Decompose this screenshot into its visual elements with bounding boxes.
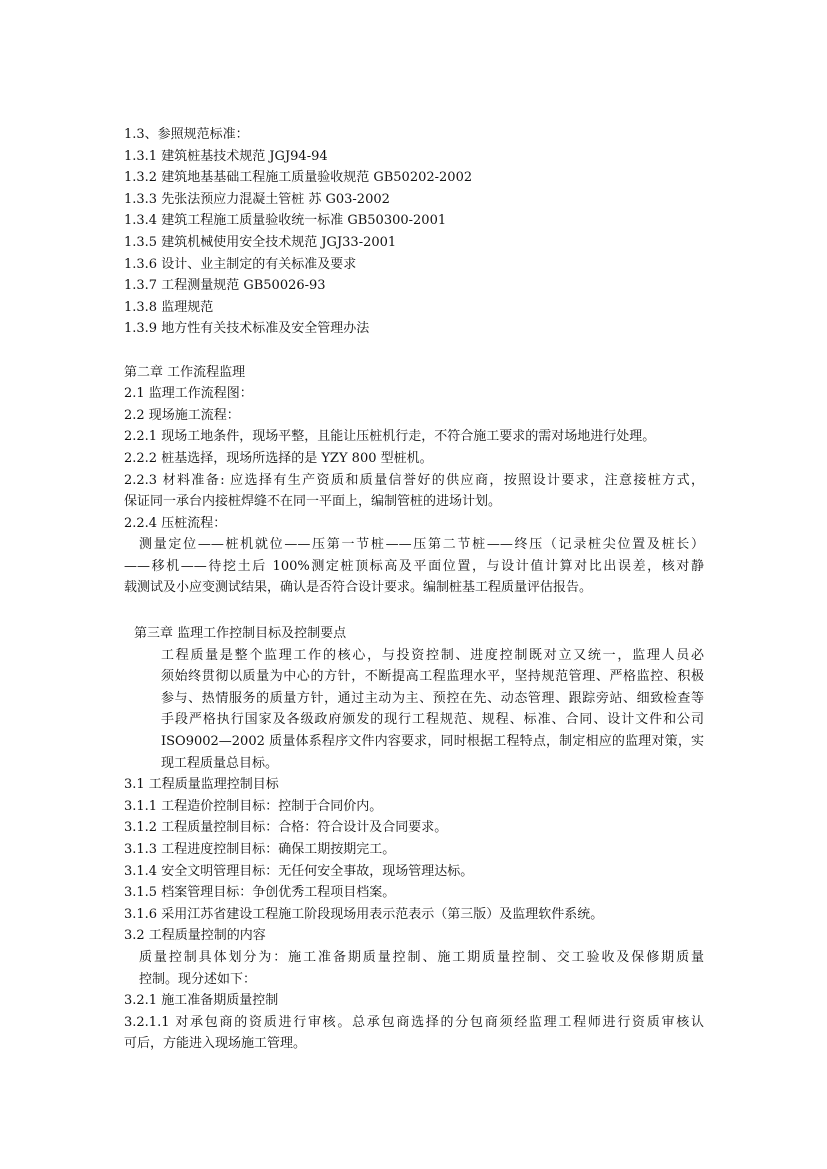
section-3-2-1: 3.2.1 施工准备期质量控制: [124, 993, 279, 1009]
section-3-1: 3.1 工程质量监理控制目标: [124, 777, 279, 793]
section-3-2-1-1-line: 可后，方能进入现场施工管理。: [124, 1036, 307, 1052]
standard-item: 1.3.9 地方性有关技术标准及安全管理办法: [124, 321, 370, 337]
quality-division-line: 控制。现分述如下：: [139, 971, 257, 987]
standard-item: 1.3.3 先张法预应力混凝土管桩 苏 G03-2002: [124, 191, 390, 207]
section-2-2-2: 2.2.2 桩基选择，现场所选择的是 YZY 800 型桩机。: [124, 450, 433, 466]
standard-item: 1.3.1 建筑桩基技术规范 JGJ94-94: [124, 148, 328, 164]
spacer: [124, 340, 704, 362]
target-item: 3.1.4 安全文明管理目标：无任何安全事故，现场管理达标。: [124, 863, 474, 879]
intro-line: 参与、热情服务的质量方针，通过主动为主、预控在先、动态管理、跟踪旁站、细致检查等: [161, 690, 704, 706]
standard-item: 1.3.5 建筑机械使用安全技术规范 JGJ33-2001: [124, 234, 397, 250]
target-item: 3.1.2 工程质量控制目标：合格：符合设计及合同要求。: [124, 820, 448, 836]
section-2-2-3-line: 2.2.3 材料准备: 应选择有生产资质和质量信誉好的供应商，按照设计要求，注意接桩方式，: [124, 472, 704, 488]
section-2-1: 2.1 监理工作流程图：: [124, 386, 253, 402]
section-3-2-1-1-line: 3.2.1.1 对承包商的资质进行审核。总承包商选择的分包商须经监理工程师进行资质审核认: [124, 1014, 704, 1030]
section-2-2: 2.2 现场施工流程：: [124, 407, 240, 423]
section-2-2-3-line: 保证同一承台内接桩焊缝不在同一平面上，编制管桩的进场计划。: [124, 494, 502, 510]
standard-item: 1.3.8 监理规范: [124, 299, 214, 315]
standard-item: 1.3.4 建筑工程施工质量验收统一标准 GB50300-2001: [124, 213, 447, 229]
target-item: 3.1.3 工程进度控制目标：确保工期按期完工。: [124, 842, 396, 857]
pile-flow-line: ——移机——待挖土后 100%测定桩顶标高及平面位置，与设计值计算对比出误差，核对静: [124, 558, 704, 574]
intro-line: 工程质量是整个监理工作的核心，与投资控制、进度控制既对立又统一，监理人员必: [161, 647, 704, 663]
intro-line: 现工程质量总目标。: [161, 755, 279, 771]
pile-flow-line: 测量定位——桩机就位——压第一节桩——压第二节桩——终压（记录桩尖位置及桩长）: [139, 537, 704, 553]
standard-item: 1.3.2 建筑地基基础工程施工质量验收规范 GB50202-2002: [124, 170, 473, 186]
chapter-2-title: 第二章 工作流程监理: [124, 364, 246, 380]
section-3-2: 3.2 工程质量控制的内容: [124, 928, 266, 944]
document-body: [124, 124, 704, 1055]
spacer: [124, 599, 704, 623]
target-item: 3.1.1 工程造价控制目标：控制于合同价内。: [124, 798, 383, 814]
intro-line: 须始终贯彻以质量为中心的方针，不断提高工程监理水平，坚持规范管理、严格监控、积极: [161, 669, 704, 685]
section-2-2-1: 2.2.1 现场工地条件，现场平整，且能让压桩机行走，不符合施工要求的需对场地进行处理。: [124, 429, 656, 445]
target-item: 3.1.5 档案管理目标：争创优秀工程项目档案。: [124, 885, 396, 901]
target-item: 3.1.6 采用江苏省建设工程施工阶段现场用表示范表示（第三版）及监理软件系统。: [124, 906, 604, 922]
chapter-3-title: 第三章 监理工作控制目标及控制要点: [134, 626, 347, 642]
standard-item: 1.3.6 设计、业主制定的有关标准及要求: [124, 256, 357, 272]
intro-line: 手段严格执行国家及各级政府颁发的现行工程规范、规程、标准、合同、设计文件和公司: [161, 712, 704, 728]
pile-flow-line: 载测试及小应变测试结果，确认是否符合设计要求。编制桩基工程质量评估报告。: [124, 580, 593, 596]
standard-item: 1.3.7 工程测量规范 GB50026-93: [124, 278, 326, 294]
intro-line: ISO9002—2002 质量体系程序文件内容要求，同时根据工程特点，制定相应的监理对策，实: [161, 734, 704, 750]
section-heading-1-3: 1.3、参照规范标准：: [124, 127, 249, 142]
quality-division-line: 质量控制具体划分为：施工准备期质量控制、施工期质量控制、交工验收及保修期质量: [139, 949, 704, 965]
section-2-2-4: 2.2.4 压桩流程：: [124, 515, 227, 531]
